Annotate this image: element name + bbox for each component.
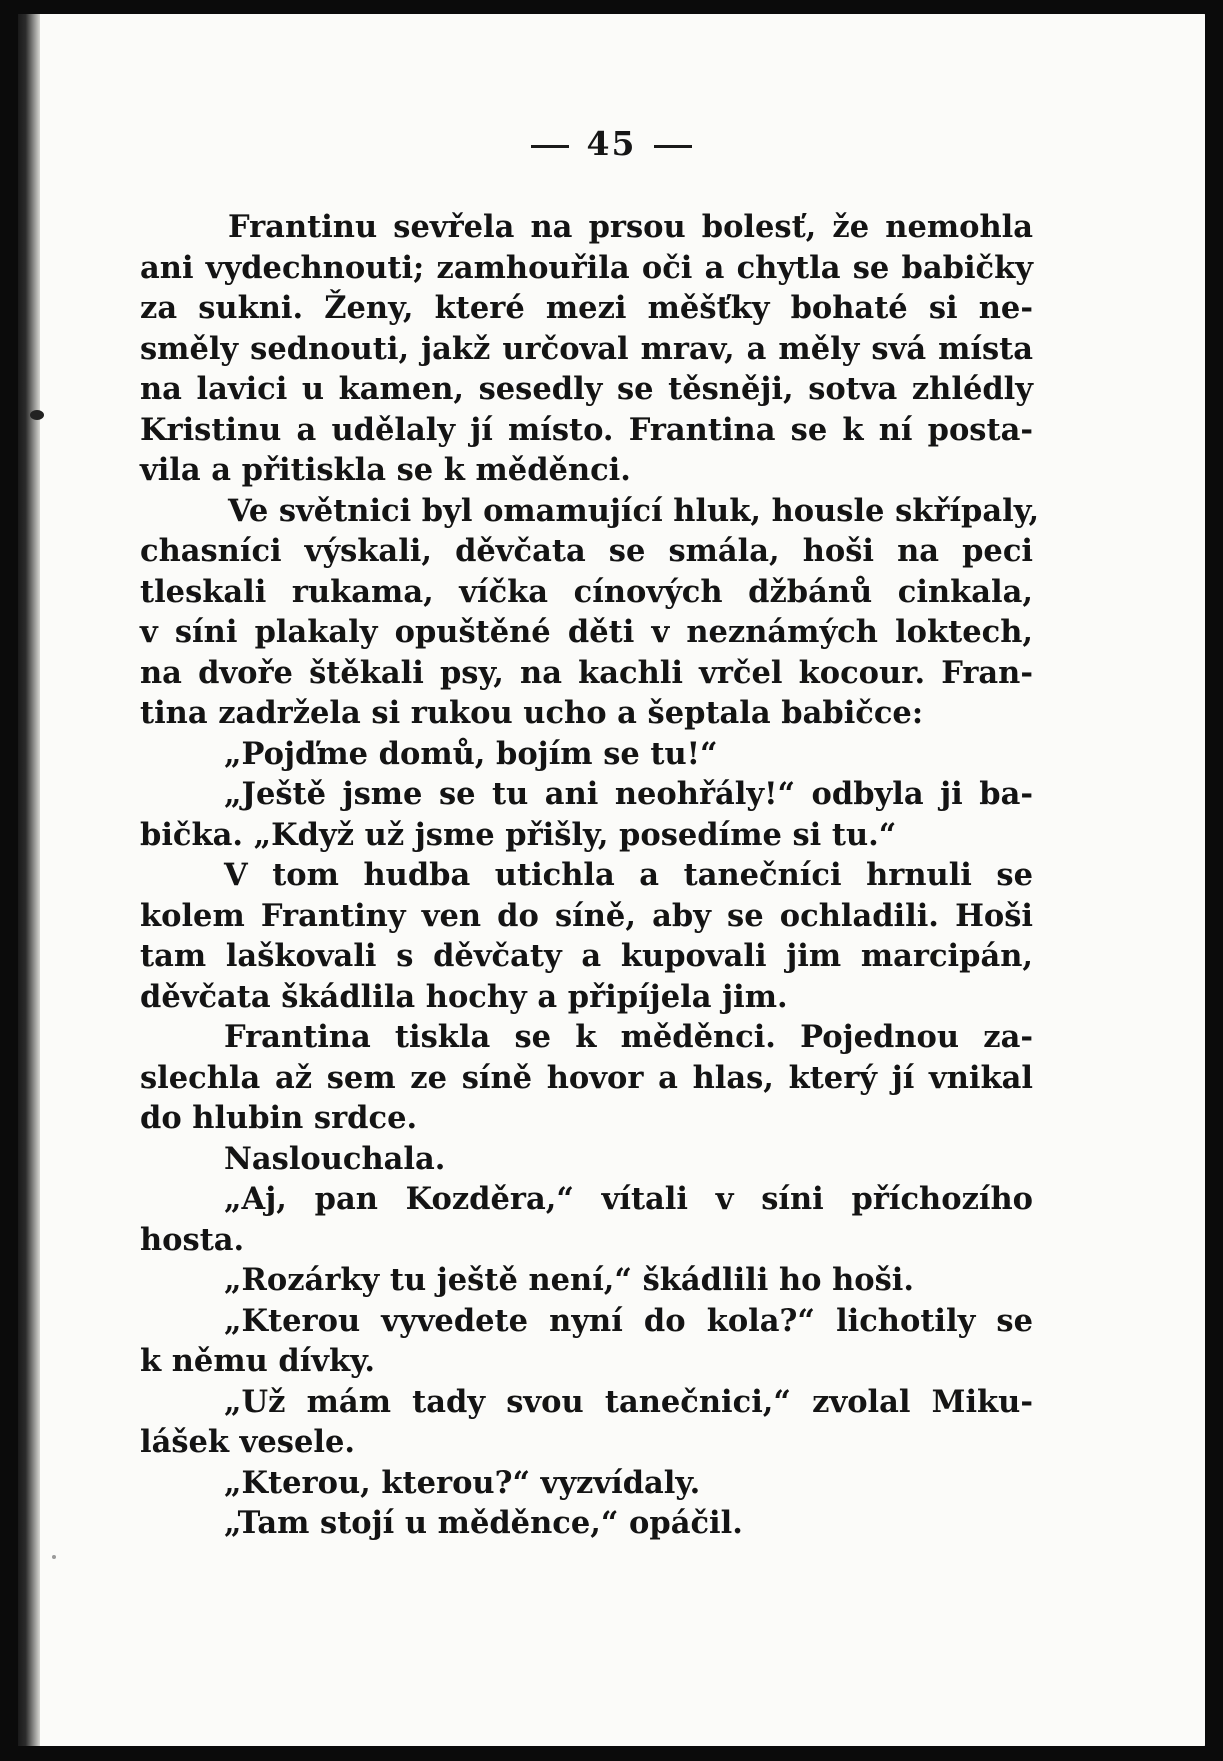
- page-number-dash-left: [531, 145, 569, 148]
- page-number-dash-right: [654, 145, 692, 148]
- text-line: tina zadržela si rukou ucho a šeptala babičce:: [140, 695, 924, 731]
- text-line: Frantina tiskla se k měděnci. Pojednou za-: [224, 1019, 1033, 1055]
- scan-right-edge: [1205, 0, 1223, 1761]
- text-line: Kristinu a udělaly jí místo. Frantina se k ní posta-: [140, 411, 1033, 448]
- text-line: Frantinu sevřela na prsou bolesť, že nemohla: [228, 209, 1033, 245]
- text-line: vila a přitiskla se k měděnci.: [140, 452, 631, 488]
- scan-dot: [52, 1555, 56, 1559]
- text-line: do hlubin srdce.: [140, 1100, 418, 1136]
- text-line: „Kterou vyvedete nyní do kola?“ lichotily se: [224, 1302, 1033, 1339]
- text-line: k němu dívky.: [140, 1343, 376, 1379]
- text-line: za sukni. Ženy, které mezi měšťky bohaté si ne-: [140, 290, 1033, 326]
- text-line: směly sednouti, jakž určoval mrav, a měly svá místa: [140, 330, 1033, 367]
- text-line: lášek vesele.: [140, 1424, 355, 1460]
- text-line: „Tam stojí u měděnce,“ opáčil.: [224, 1505, 743, 1541]
- page-number: [0, 124, 1223, 163]
- text-line: děvčata škádlila hochy a připíjela jim.: [140, 978, 788, 1015]
- text-line: bička. „Když už jsme přišly, posedíme si tu.“: [140, 816, 897, 853]
- text-line: chasníci výskali, děvčata se smála, hoši na peci: [140, 533, 1033, 569]
- page-number-value: 45: [586, 124, 637, 163]
- text-line: „Už mám tady svou tanečnici,“ zvolal Miku-: [224, 1383, 1033, 1420]
- text-line: V tom hudba utichla a tanečníci hrnuli se: [224, 857, 1033, 893]
- text-line: „Rozárky tu ještě není,“ škádlili ho hoši.: [224, 1262, 914, 1298]
- text-line: ani vydechnouti; zamhouřila oči a chytla se babičky: [140, 249, 1033, 286]
- text-line: slechla až sem ze síně hovor a hlas, který jí vnikal: [140, 1059, 1033, 1096]
- text-line: na lavici u kamen, sesedly se těsněji, sotva zhlédly: [140, 371, 1033, 407]
- scan-speck: [30, 410, 44, 420]
- text-line: v síni plakaly opuštěné děti v neznámých loktech,: [140, 614, 1033, 650]
- text-line: „Aj, pan Kozděra,“ vítali v síni příchozího: [224, 1181, 1033, 1217]
- text-line: „Ještě jsme se tu ani neohřály!“ odbyla ji ba-: [224, 776, 1033, 812]
- text-line: Ve světnici byl omamující hluk, housle skřípaly,: [228, 492, 1040, 529]
- text-line: Naslouchala.: [224, 1140, 446, 1177]
- text-line: tam laškovali s děvčaty a kupovali jim marcipán,: [140, 938, 1033, 974]
- text-line: „Pojďme domů, bojím se tu!“: [224, 735, 718, 772]
- text-line: kolem Frantiny ven do síně, aby se ochladili. Hoši: [140, 897, 1033, 934]
- text-line: tleskali rukama, víčka cínových džbánů cinkala,: [140, 573, 1033, 610]
- text-line: na dvoře štěkali psy, na kachli vrčel kocour. Fran-: [140, 654, 1033, 691]
- page-gutter-shadow: [18, 14, 40, 1746]
- body-text: [140, 207, 1040, 1544]
- text-line: „Kterou, kterou?“ vyzvídaly.: [224, 1464, 701, 1501]
- text-line: hosta.: [140, 1221, 245, 1258]
